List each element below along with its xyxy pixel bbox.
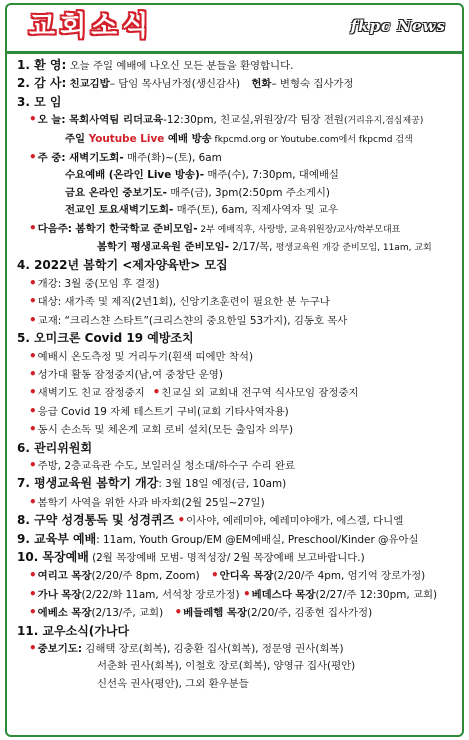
bullet-icon: • [29, 422, 37, 437]
meeting-label: 오 늘: 목회사역팀 리더교육 [37, 114, 164, 127]
cell-group-row [17, 586, 456, 604]
meeting-label: 예배 방송 [164, 132, 212, 145]
prayer-text: 서춘화 권사(회복), 이철호 장로(회복), 양영규 집사(평안) [97, 660, 356, 673]
meeting-detail: 매주(수), 7:30pm, 대예배실 [204, 169, 339, 182]
prayer-line [17, 676, 456, 693]
prayer-text: 김해택 장로(회복), 김충환 집사(회복), 정문영 권사(회복) [85, 643, 344, 655]
section-discipleship-title: 4. 2022년 봄학기 <제자양육반> 모집 [17, 258, 228, 273]
meeting-note: (거리유지,점심제공) [343, 116, 424, 127]
section-lifelong-edu [17, 475, 456, 493]
bullet-icon: • [29, 586, 37, 601]
cell-group-name: 안디옥 목장 [219, 570, 274, 583]
bullet-icon: • [210, 568, 219, 583]
meeting-label: 수요예배 (온라인 Live 방송)- [65, 169, 205, 182]
meeting-wednesday [17, 167, 456, 184]
section-text: : 11am, Youth Group/EM @EM예배실, Preschool/Kinder @유아실 [96, 533, 419, 546]
bullet-icon: • [29, 568, 37, 583]
bullet-icon: • [29, 275, 37, 290]
section-management-title: 6. 관리위원회 [17, 440, 93, 455]
bullet-icon: • [29, 605, 37, 620]
thanks-detail: – 담임 목사님가정(생신감사) [109, 78, 241, 91]
meeting-detail: -12:30pm, 친교실,위원장/각 팀장 전원 [163, 114, 344, 127]
meeting-note: 평생교육원 개강 준비모임, 11am, 교회 [275, 243, 432, 254]
section-covid-title: 5. 오미크론 Covid 19 예방조치 [17, 331, 194, 346]
meeting-detail: 매주(토), 6am, 직제사역자 및 교우 [173, 204, 339, 217]
meeting-label: 주일 [65, 132, 89, 145]
bullet-icon: • [29, 494, 37, 509]
cell-group-detail: (2/20/주, 김종현 집사가정) [246, 607, 373, 620]
list-item [17, 384, 456, 402]
section-title: 10. 목장예배 [17, 549, 89, 564]
bullet-icon: • [29, 294, 37, 309]
list-item-text: 대상: 새가족 및 제직(2년1회), 신앙기초훈련이 필요한 분 누구나 [37, 296, 330, 309]
meeting-youtube [17, 131, 456, 149]
list-item [17, 366, 456, 384]
section-title: 9. 교육부 예배 [17, 531, 97, 546]
list-item-text: 새벽기도 친교 잠정중지 [37, 387, 145, 400]
cell-group-name: 베데스다 목장 [251, 588, 316, 601]
meeting-label: 다음주: 봄학기 한국학교 준비모임- [37, 222, 198, 235]
bullet-icon: • [242, 586, 251, 601]
meeting-today [17, 111, 456, 130]
list-item [17, 348, 456, 366]
list-item [17, 421, 456, 439]
cell-group-detail: (2/13/주, 교회) [91, 607, 164, 620]
cell-group-name: 에베소 목장 [37, 607, 92, 620]
section-education-worship [17, 531, 456, 549]
meeting-saturday [17, 202, 456, 219]
brand-logo: fkpc News [350, 17, 446, 35]
meeting-label: 주 중: 새벽기도회- [37, 152, 124, 165]
cell-group-name: 베들레헴 목장 [183, 607, 247, 620]
cell-group-detail: (2/27/주 12:30pm, 교회) [315, 588, 438, 601]
prayer-label: 중보기도: [37, 643, 82, 655]
prayer-text: 신선옥 권사(평안), 그외 환우분들 [97, 677, 249, 690]
meeting-label: 봄학기 평생교육원 준비모임- [97, 241, 229, 254]
meeting-detail: 2부 예배직후, 사랑방, 교육위원장/교사/학부모대표 [197, 224, 401, 235]
meeting-friday [17, 185, 456, 202]
section-meetings-title: 3. 모 임 [17, 94, 62, 109]
section-member-news-title: 11. 교우소식(가나다 [17, 623, 130, 638]
bullet-icon: • [29, 312, 37, 327]
cell-group-name: 여리고 목장 [37, 570, 92, 583]
thanks-item: 친교김밥 [69, 78, 110, 91]
list-item [17, 293, 456, 311]
list-item-text: 교회내 전구역 식사모임 잠정중지 [208, 387, 359, 400]
news-content [7, 54, 462, 693]
list-item [17, 457, 456, 475]
cell-group-row [17, 567, 456, 585]
meeting-weekday [17, 149, 456, 167]
meeting-detail: 매주(금), 3pm(2:50pm 주소게시) [166, 186, 330, 199]
list-item-text: 봄학기 사역을 위한 사과 바자회(2월 25일~27일) [37, 496, 265, 509]
list-item [17, 275, 456, 293]
list-item [17, 494, 456, 512]
meeting-detail: 매주(화)~(토), 6am [123, 152, 222, 165]
list-item-text: 동시 손소독 및 체온계 교회 로비 설치(모든 출입자 의무) [37, 424, 294, 437]
section-text: 이사야, 예레미야, 예레미야애가, 에스겔, 다니엘 [186, 515, 404, 528]
section-title: 1. 환 영: [17, 58, 67, 72]
cell-group-name: 가나 목장 [37, 588, 82, 601]
bullet-icon: • [152, 385, 161, 400]
meeting-label: 전교인 토요새벽기도회- [65, 204, 174, 217]
bullet-icon: • [29, 366, 37, 381]
list-item-text: 성가대 활동 잠정중지(남,여 중창단 운영) [37, 368, 223, 381]
newsletter-frame [5, 3, 464, 737]
bullet-icon: • [29, 150, 37, 165]
list-item [17, 403, 456, 421]
section-thanks [17, 75, 456, 93]
section-welcome [17, 57, 456, 75]
section-title: 8. 구약 성경통독 및 성경퀴즈 [17, 513, 175, 528]
cell-group-detail: (2/22/화 11am, 서석창 장로가정) [81, 588, 240, 601]
list-item-text: 응급 Covid 19 자체 테스트기 구비(교회 기타사역자용) [37, 405, 289, 418]
list-item [17, 312, 456, 330]
bullet-icon: • [29, 457, 37, 472]
prayer-line [17, 658, 456, 675]
list-item-text: 예배시 온도측정 및 거리두기(흰색 띠에만 착석) [37, 350, 254, 363]
list-item-text: 개강: 3월 중(모임 후 결정) [37, 277, 160, 290]
cell-group-row [17, 604, 456, 622]
section-text: (2월 목장예배 모범- 명적성장/ 2월 목장예배 보고바랍니다.) [88, 551, 365, 564]
section-title: 2. 감 사: [17, 76, 67, 91]
bullet-icon: • [29, 385, 37, 400]
bullet-icon: • [29, 403, 37, 418]
meeting-label: 금요 온라인 중보기도- [65, 186, 167, 199]
section-text: : 3월 18일 예정(금, 10am) [158, 478, 287, 491]
list-item-text: 주방, 2층교육관 수도, 보일러실 청소대/하수구 수리 완료 [37, 459, 296, 472]
section-cell-worship [17, 549, 456, 567]
prayer-line [17, 640, 456, 658]
cell-group-detail: (2/20/주 8pm, Zoom) [91, 570, 200, 583]
thanks-detail: – 변형숙 집사가정 [271, 78, 354, 91]
list-item-text: 교재: “크리스챤 스타트”(크리스챤의 중요한일 53가지), 김동호 목사 [37, 314, 348, 327]
thanks-item: 헌화 [251, 78, 272, 91]
meeting-detail: 2/17/목, [229, 241, 276, 254]
page-title: 교회소식 [29, 11, 154, 42]
bullet-icon: • [29, 220, 37, 235]
youtube-live-label: Youtube Live [88, 132, 165, 145]
bullet-icon: • [177, 513, 186, 528]
section-title: 7. 평생교육원 봄학기 개강 [17, 476, 159, 491]
bullet-icon: • [29, 112, 37, 127]
header [7, 5, 462, 54]
meeting-lifelong [17, 239, 456, 257]
meeting-detail: fkpcmd.org or Youtube.com에서 fkpcmd 검색 [211, 134, 413, 145]
bullet-icon: • [29, 641, 37, 655]
cell-group-detail: (2/20/주 4pm, 엄기억 장로가정) [273, 570, 426, 583]
bullet-icon: • [174, 605, 183, 620]
section-text: 오늘 주일 예배에 나오신 모든 분들을 환영합니다. [69, 60, 294, 72]
meeting-nextweek [17, 220, 456, 239]
section-bible-reading [17, 512, 456, 530]
list-item-text: 친교실 외 [161, 387, 205, 400]
bullet-icon: • [29, 348, 37, 363]
